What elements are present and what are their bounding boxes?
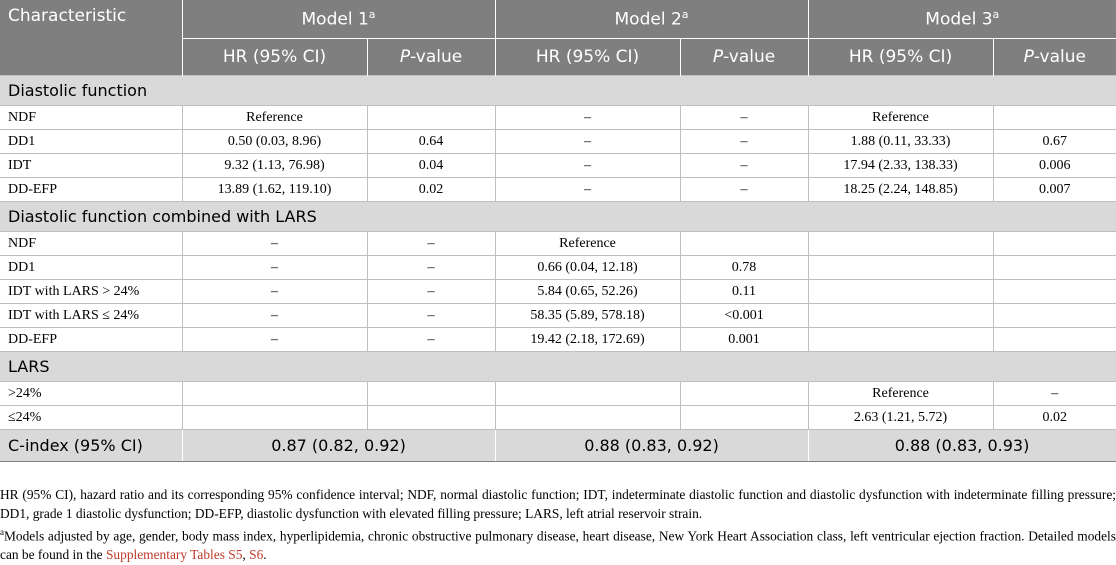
hr-cell: 5.84 (0.65, 52.26) <box>495 280 680 304</box>
row-label: IDT <box>0 154 182 178</box>
p-value-cell: – <box>680 178 808 202</box>
column-header-hr: HR (95% CI) <box>808 39 993 76</box>
p-value-cell: – <box>367 256 495 280</box>
row-label: >24% <box>0 382 182 406</box>
table-row <box>0 304 1116 328</box>
hr-cell: 58.35 (5.89, 578.18) <box>495 304 680 328</box>
column-header-model-2: Model 2$^a$ <box>495 0 808 39</box>
section-title: LARS <box>0 352 1116 382</box>
cindex-model-3: 0.88 (0.83, 0.93) <box>808 430 1116 462</box>
hr-cell: 17.94 (2.33, 138.33) <box>808 154 993 178</box>
p-value-cell: – <box>367 280 495 304</box>
column-header-characteristic: Characteristic <box>0 0 182 76</box>
p-value-cell: <0.001 <box>680 304 808 328</box>
p-value-cell <box>993 232 1116 256</box>
cindex-row <box>0 430 1116 462</box>
row-label: DD-EFP <box>0 178 182 202</box>
p-value-cell: – <box>367 304 495 328</box>
cindex-model-1: 0.87 (0.82, 0.92) <box>182 430 495 462</box>
hr-cell <box>808 256 993 280</box>
hr-cell: 9.32 (1.13, 76.98) <box>182 154 367 178</box>
p-value-cell <box>993 256 1116 280</box>
hr-cell <box>808 280 993 304</box>
column-header-p-value: P-value <box>680 39 808 76</box>
p-value-cell: 0.67 <box>993 130 1116 154</box>
p-value-cell: – <box>680 130 808 154</box>
p-value-cell: – <box>680 154 808 178</box>
hr-cell: Reference <box>495 232 680 256</box>
hr-cell <box>182 406 367 430</box>
p-value-cell <box>680 382 808 406</box>
hr-cell: Reference <box>808 106 993 130</box>
hr-cell: – <box>182 256 367 280</box>
supplementary-link-s5[interactable]: Supplementary Tables S5 <box>105 547 243 563</box>
table-row <box>0 130 1116 154</box>
hr-cell: – <box>182 304 367 328</box>
hr-cell: 13.89 (1.62, 119.10) <box>182 178 367 202</box>
hr-cell <box>808 328 993 352</box>
hr-cell <box>808 304 993 328</box>
column-header-model-3: Model 3$^a$ <box>808 0 1116 39</box>
hr-cell <box>495 406 680 430</box>
table-row <box>0 178 1116 202</box>
p-value-cell <box>367 106 495 130</box>
column-header-p-value: P-value <box>993 39 1116 76</box>
p-value-cell: 0.64 <box>367 130 495 154</box>
table-body <box>0 76 1116 430</box>
hr-cell: 19.42 (2.18, 172.69) <box>495 328 680 352</box>
p-value-cell <box>993 328 1116 352</box>
row-label: DD1 <box>0 256 182 280</box>
p-value-cell <box>993 304 1116 328</box>
hr-cell: – <box>495 154 680 178</box>
p-value-cell: – <box>367 232 495 256</box>
row-label: NDF <box>0 232 182 256</box>
supplementary-link-s6[interactable]: S6 <box>249 547 264 563</box>
p-value-cell: – <box>993 382 1116 406</box>
section-header-row <box>0 76 1116 106</box>
hr-cell <box>495 382 680 406</box>
table-row <box>0 232 1116 256</box>
hr-cell: 0.66 (0.04, 12.18) <box>495 256 680 280</box>
row-label: IDT with LARS ≤ 24% <box>0 304 182 328</box>
hr-cell: – <box>495 106 680 130</box>
hr-cell: – <box>182 280 367 304</box>
hr-cell: 0.50 (0.03, 8.96) <box>182 130 367 154</box>
table-row <box>0 406 1116 430</box>
hr-cell: – <box>495 178 680 202</box>
header-row-models <box>0 0 1116 39</box>
p-value-cell: 0.02 <box>993 406 1116 430</box>
p-value-cell <box>993 280 1116 304</box>
p-value-cell: 0.11 <box>680 280 808 304</box>
table-row <box>0 154 1116 178</box>
section-title: Diastolic function <box>0 76 1116 106</box>
p-value-cell <box>993 106 1116 130</box>
p-value-cell: 0.04 <box>367 154 495 178</box>
p-value-cell: 0.001 <box>680 328 808 352</box>
column-header-model-1: Model 1$^a$ <box>182 0 495 39</box>
hr-cell: – <box>495 130 680 154</box>
p-value-cell <box>367 382 495 406</box>
table-row <box>0 328 1116 352</box>
row-label: ≤24% <box>0 406 182 430</box>
cindex-model-2: 0.88 (0.83, 0.92) <box>495 430 808 462</box>
row-label: DD1 <box>0 130 182 154</box>
hr-cell <box>182 382 367 406</box>
hr-cell: 1.88 (0.11, 33.33) <box>808 130 993 154</box>
table-row <box>0 256 1116 280</box>
row-label: NDF <box>0 106 182 130</box>
hr-cell: Reference <box>182 106 367 130</box>
p-value-cell <box>680 406 808 430</box>
abbreviation-note: HR (95% CI), hazard ratio and its corresponding 95% confidence interval; NDF, normal diastolic function; IDT, indeterminate diastolic function and diastolic dysfunction with indeterminate filling pressure; DD1, grade 1 diastolic dysfunction; DD-EFP, diastolic dysfunction with elevated filling pressure; LARS, left atrial reservoir strain. <box>0 487 1116 521</box>
hr-cell: 2.63 (1.21, 5.72) <box>808 406 993 430</box>
section-title: Diastolic function combined with LARS <box>0 202 1116 232</box>
column-header-hr: HR (95% CI) <box>495 39 680 76</box>
section-header-row <box>0 352 1116 382</box>
p-value-cell <box>367 406 495 430</box>
table-row <box>0 106 1116 130</box>
p-value-cell: 0.006 <box>993 154 1116 178</box>
hr-cell: Reference <box>808 382 993 406</box>
table-row <box>0 382 1116 406</box>
column-header-p-value: P-value <box>367 39 495 76</box>
cindex-label: C-index (95% CI) <box>0 430 182 462</box>
model-footnote: $^a$Models adjusted by age, gender, body mass index, hyperlipidemia, chronic obstructive pulmonary disease, heart disease, New York Heart Association class, left ventricular ejection fraction. Detailed models can be found in the Supplementary Tables S5, S6. <box>0 527 1116 563</box>
row-label: IDT with LARS > 24% <box>0 280 182 304</box>
section-header-row <box>0 202 1116 232</box>
hr-cell: – <box>182 232 367 256</box>
p-value-cell: 0.78 <box>680 256 808 280</box>
hr-cell: – <box>182 328 367 352</box>
p-value-cell <box>680 232 808 256</box>
column-header-hr: HR (95% CI) <box>182 39 367 76</box>
p-value-cell: – <box>367 328 495 352</box>
table-footnotes <box>0 485 1116 564</box>
p-value-cell: 0.02 <box>367 178 495 202</box>
hr-cell: 18.25 (2.24, 148.85) <box>808 178 993 202</box>
table-row <box>0 280 1116 304</box>
row-label: DD-EFP <box>0 328 182 352</box>
hr-cell <box>808 232 993 256</box>
p-value-cell: 0.007 <box>993 178 1116 202</box>
p-value-cell: – <box>680 106 808 130</box>
